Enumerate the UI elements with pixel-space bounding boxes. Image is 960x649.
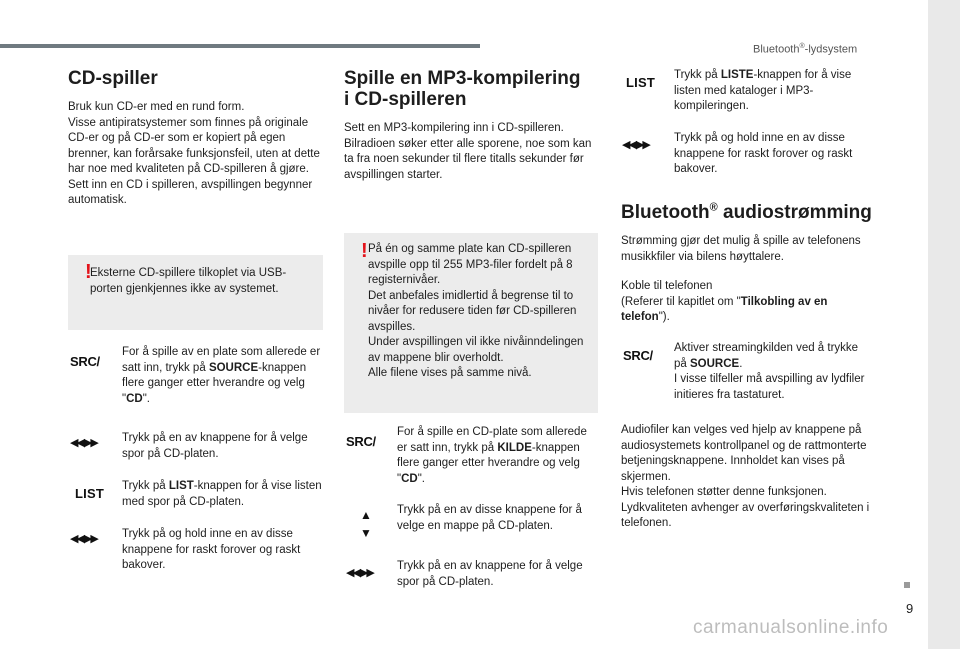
mp3-list-instruction — [674, 68, 854, 115]
chapter-header — [753, 39, 857, 58]
txt: . I visse tilfeller må avspilling av lydfiler initieres fra tastaturet. — [674, 357, 865, 401]
bt-stream-intro: Strømming gjør det mulig å spille av telefonens musikkfiler via bilens høyttalere. — [621, 235, 861, 263]
bt-audio-files-info: Audiofiler kan velges ved hjelp av knappene på audiosystemets kontrollpanel og de rattmonterte betjeningsknappene. Innholdet kan vises på skjermen. Hvis telefonen støtter denne funksjonen. Lydkvaliteten avhenger av overføringskvaliteten i telefonen. — [621, 424, 870, 529]
txt: "). — [658, 311, 670, 323]
warning-icon: ! — [361, 240, 368, 262]
txt: -knappen flere ganger etter hverandre og velg " — [397, 441, 580, 485]
page-marker — [904, 582, 910, 588]
source-label: SOURCE — [690, 357, 740, 370]
source-button-icon: SRC/ — [70, 354, 100, 369]
txt: ". — [142, 392, 150, 405]
source-label: SOURCE — [208, 361, 259, 374]
prev-next-icon: ◀◀ ▶▶ — [346, 567, 373, 579]
txt: For å spille en CD-plate som allerede er satt inn, trykk på — [397, 426, 587, 454]
page-number: 9 — [906, 601, 914, 616]
txt: Aktiver streamingkilden ved å trykke på — [674, 342, 859, 370]
mp3-intro: Sett en MP3-kompilering inn i CD-spilleren. Bilradioen søker etter alle sporene, noe som kan ta fra noen sekunder til flere titalls sekunder før avspillingen starter. — [344, 122, 592, 181]
header-rule — [0, 44, 480, 48]
source-button-icon: SRC/ — [346, 434, 376, 449]
bt-streaming-title — [621, 202, 872, 223]
page-side-strip — [928, 0, 960, 649]
mp3-title — [344, 68, 581, 110]
bt-title-rest: audiostrømming — [717, 202, 872, 223]
cd-player-intro: Bruk kun CD-er med en rund form. Visse antipiratsystemer som finnes på originale CD-er og på CD-er som er kopiert på egen brenner, kan forårsake funksjonsfeil, uten at dette har noe med kvaliteten på CD-spilleren å gjøre. Sett inn en CD i spilleren, avspillingen begynner automatisk. — [68, 101, 320, 206]
mp3-note-text: På én og samme plate kan CD-spilleren avspille opp til 255 MP3-filer fordelt på 8 registernivåer. Det anbefales imidlertid å begrense til to nivåer for redusere tiden før CD-spilleren avspilles. Under avspillingen vil ikke nivåinndelingen av mappene blir overholdt. Alle filene vises på samme nivå. — [368, 243, 584, 379]
cd-label: CD — [401, 472, 418, 485]
usb-note — [68, 255, 323, 330]
header-reg: ® — [799, 43, 805, 50]
header-suffix: -lydsystem — [804, 43, 858, 56]
mp3-fast-instruction: Trykk på og hold inne en av disse knappene for raskt forover og raskt bakover. — [674, 132, 853, 175]
kilde-label: KILDE — [497, 441, 532, 454]
list-button-icon: LIST — [75, 486, 104, 501]
bt-couple-phone — [621, 279, 877, 326]
mp3-note — [344, 233, 598, 413]
list-button-icon: LIST — [626, 75, 655, 90]
mp3-source-instruction — [397, 425, 595, 487]
txt: Trykk på — [674, 69, 721, 81]
txt: -knappen for å vise listen med kataloger i MP3-kompileringen. — [674, 69, 852, 112]
folder-up-down-icon — [359, 506, 373, 542]
liste-label: LISTE — [720, 69, 754, 81]
up-arrow-icon: ▲ — [360, 508, 372, 522]
down-arrow-icon: ▼ — [360, 526, 372, 540]
cd-label: CD — [126, 392, 143, 405]
header-brand: Bluetooth — [753, 43, 800, 56]
txt: Koble til telefonen (Referer til kapitlet om " — [621, 280, 741, 308]
cd-fast-instruction: Trykk på og hold inne en av disse knappene for raskt forover og raskt bakover. — [122, 528, 301, 571]
mp3-folder-instruction: Trykk på en av disse knappene for å velge en mappe på CD-platen. — [397, 504, 582, 532]
txt: -knappen for å vise listen med spor på CD-platen. — [122, 480, 322, 508]
warning-icon: ! — [85, 261, 92, 283]
cd-track-instruction: Trykk på en av knappene for å velge spor på CD-platen. — [122, 432, 308, 460]
list-label: LIST — [168, 480, 194, 492]
prev-next-icon: ◀◀ ▶▶ — [622, 139, 649, 151]
cd-list-instruction — [122, 479, 322, 510]
txt: Trykk på — [122, 480, 169, 492]
txt: -knappen flere ganger etter hverandre og velg " — [122, 361, 307, 405]
txt: For å spille av en plate som allerede er satt inn, trykk på — [122, 346, 321, 374]
mp3-title-line2: i CD-spilleren — [344, 89, 467, 110]
bt-title-brand: Bluetooth — [621, 202, 710, 223]
source-button-icon: SRC/ — [623, 348, 653, 363]
couple-chapter-label: Tilkobling av en telefon — [621, 295, 828, 323]
cd-source-instruction — [122, 345, 322, 407]
txt: ". — [417, 472, 425, 485]
bt-title-reg: ® — [709, 201, 718, 214]
mp3-title-line1: Spille en MP3-kompilering — [344, 68, 581, 89]
usb-note-text: Eksterne CD-spillere tilkoplet via USB-porten gjenkjennes ikke av systemet. — [90, 267, 287, 295]
mp3-track-instruction: Trykk på en av knappene for å velge spor på CD-platen. — [397, 560, 583, 588]
prev-next-icon: ◀◀ ▶▶ — [70, 533, 97, 545]
cd-player-title: CD-spiller — [68, 68, 158, 89]
prev-next-icon: ◀◀ ▶▶ — [70, 437, 97, 449]
bt-source-instruction — [674, 341, 874, 403]
watermark: carmanualsonline.info — [693, 617, 889, 638]
